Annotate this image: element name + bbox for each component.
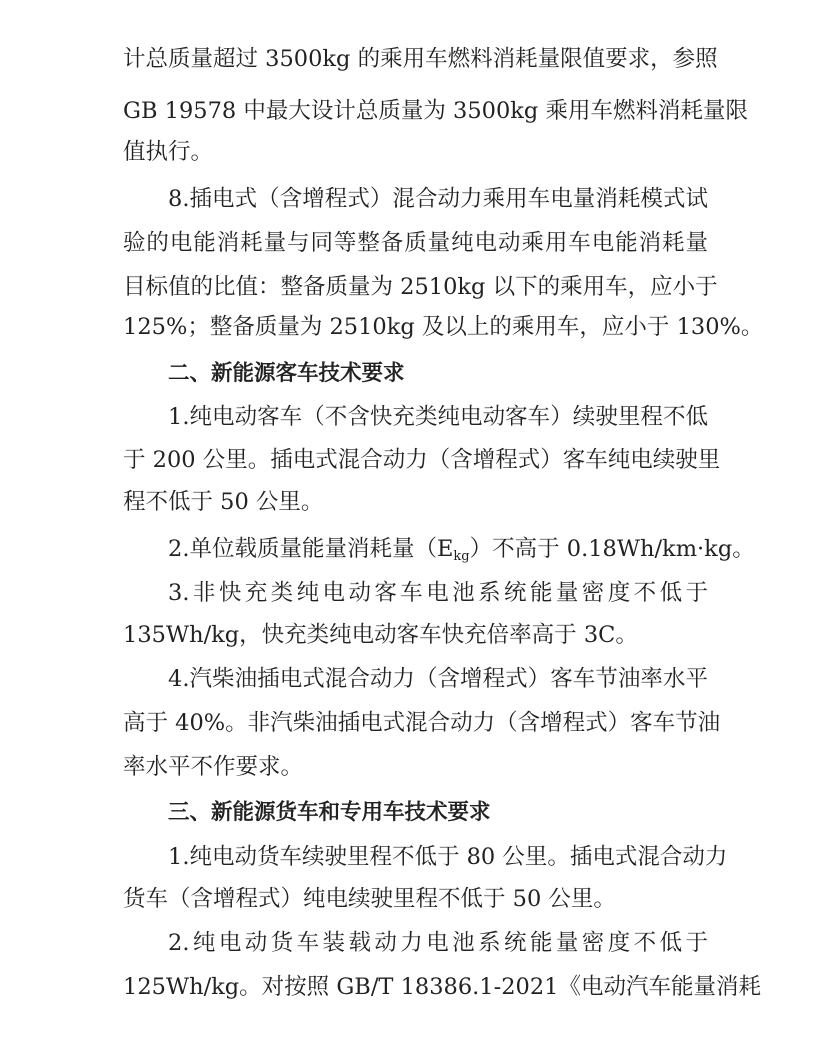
text-line: 3.非快充类纯电动客车电池系统能量密度不低于: [168, 580, 708, 606]
text-line: 计总质量超过 3500kg 的乘用车燃料消耗量限值要求，参照: [123, 46, 718, 72]
text-line: 高于 40%。非汽柴油插电式混合动力（含增程式）客车节油: [123, 710, 721, 736]
text-segment: ）不高于 0.18Wh/km·kg。: [469, 536, 755, 562]
subscript: kg: [453, 549, 470, 564]
text-line: 125Wh/kg。对按照 GB/T 18386.1-2021《电动汽车能量消耗: [123, 974, 761, 1000]
text-line: GB 19578 中最大设计总质量为 3500kg 乘用车燃料消耗量限: [123, 98, 748, 124]
text-line: [168, 532, 755, 566]
text-line: 1.纯电动货车续驶里程不低于 80 公里。插电式混合动力: [168, 844, 728, 870]
section-heading: 三、新能源货车和专用车技术要求: [168, 800, 491, 825]
text-line: 125%；整备质量为 2510kg 及以上的乘用车，应小于 130%。: [123, 314, 764, 340]
text-line: 率水平不作要求。: [123, 754, 304, 780]
section-heading: 二、新能源客车技术要求: [168, 361, 405, 386]
text-line: 于 200 公里。插电式混合动力（含增程式）客车纯电续驶里: [123, 447, 721, 473]
text-line: 135Wh/kg，快充类纯电动客车快充倍率高于 3C。: [123, 622, 638, 648]
text-line: 4.汽柴油插电式混合动力（含增程式）客车节油率水平: [168, 666, 708, 692]
text-line: 货车（含增程式）纯电续驶里程不低于 50 公里。: [123, 886, 616, 912]
text-line: 值执行。: [123, 139, 214, 165]
text-line: 8.插电式（含增程式）混合动力乘用车电量消耗模式试: [168, 186, 708, 212]
text-line: 2.纯电动货车装载动力电池系统能量密度不低于: [168, 930, 708, 956]
text-line: 目标值的比值：整备质量为 2510kg 以下的乘用车，应小于: [123, 274, 718, 300]
text-line: 验的电能消耗量与同等整备质量纯电动乘用车电能消耗量: [123, 230, 708, 256]
text-line: 程不低于 50 公里。: [123, 489, 324, 515]
text-line: 1.纯电动客车（不含快充类纯电动客车）续驶里程不低: [168, 404, 708, 430]
text-segment: 2.单位载质量能量消耗量（E: [168, 536, 454, 562]
